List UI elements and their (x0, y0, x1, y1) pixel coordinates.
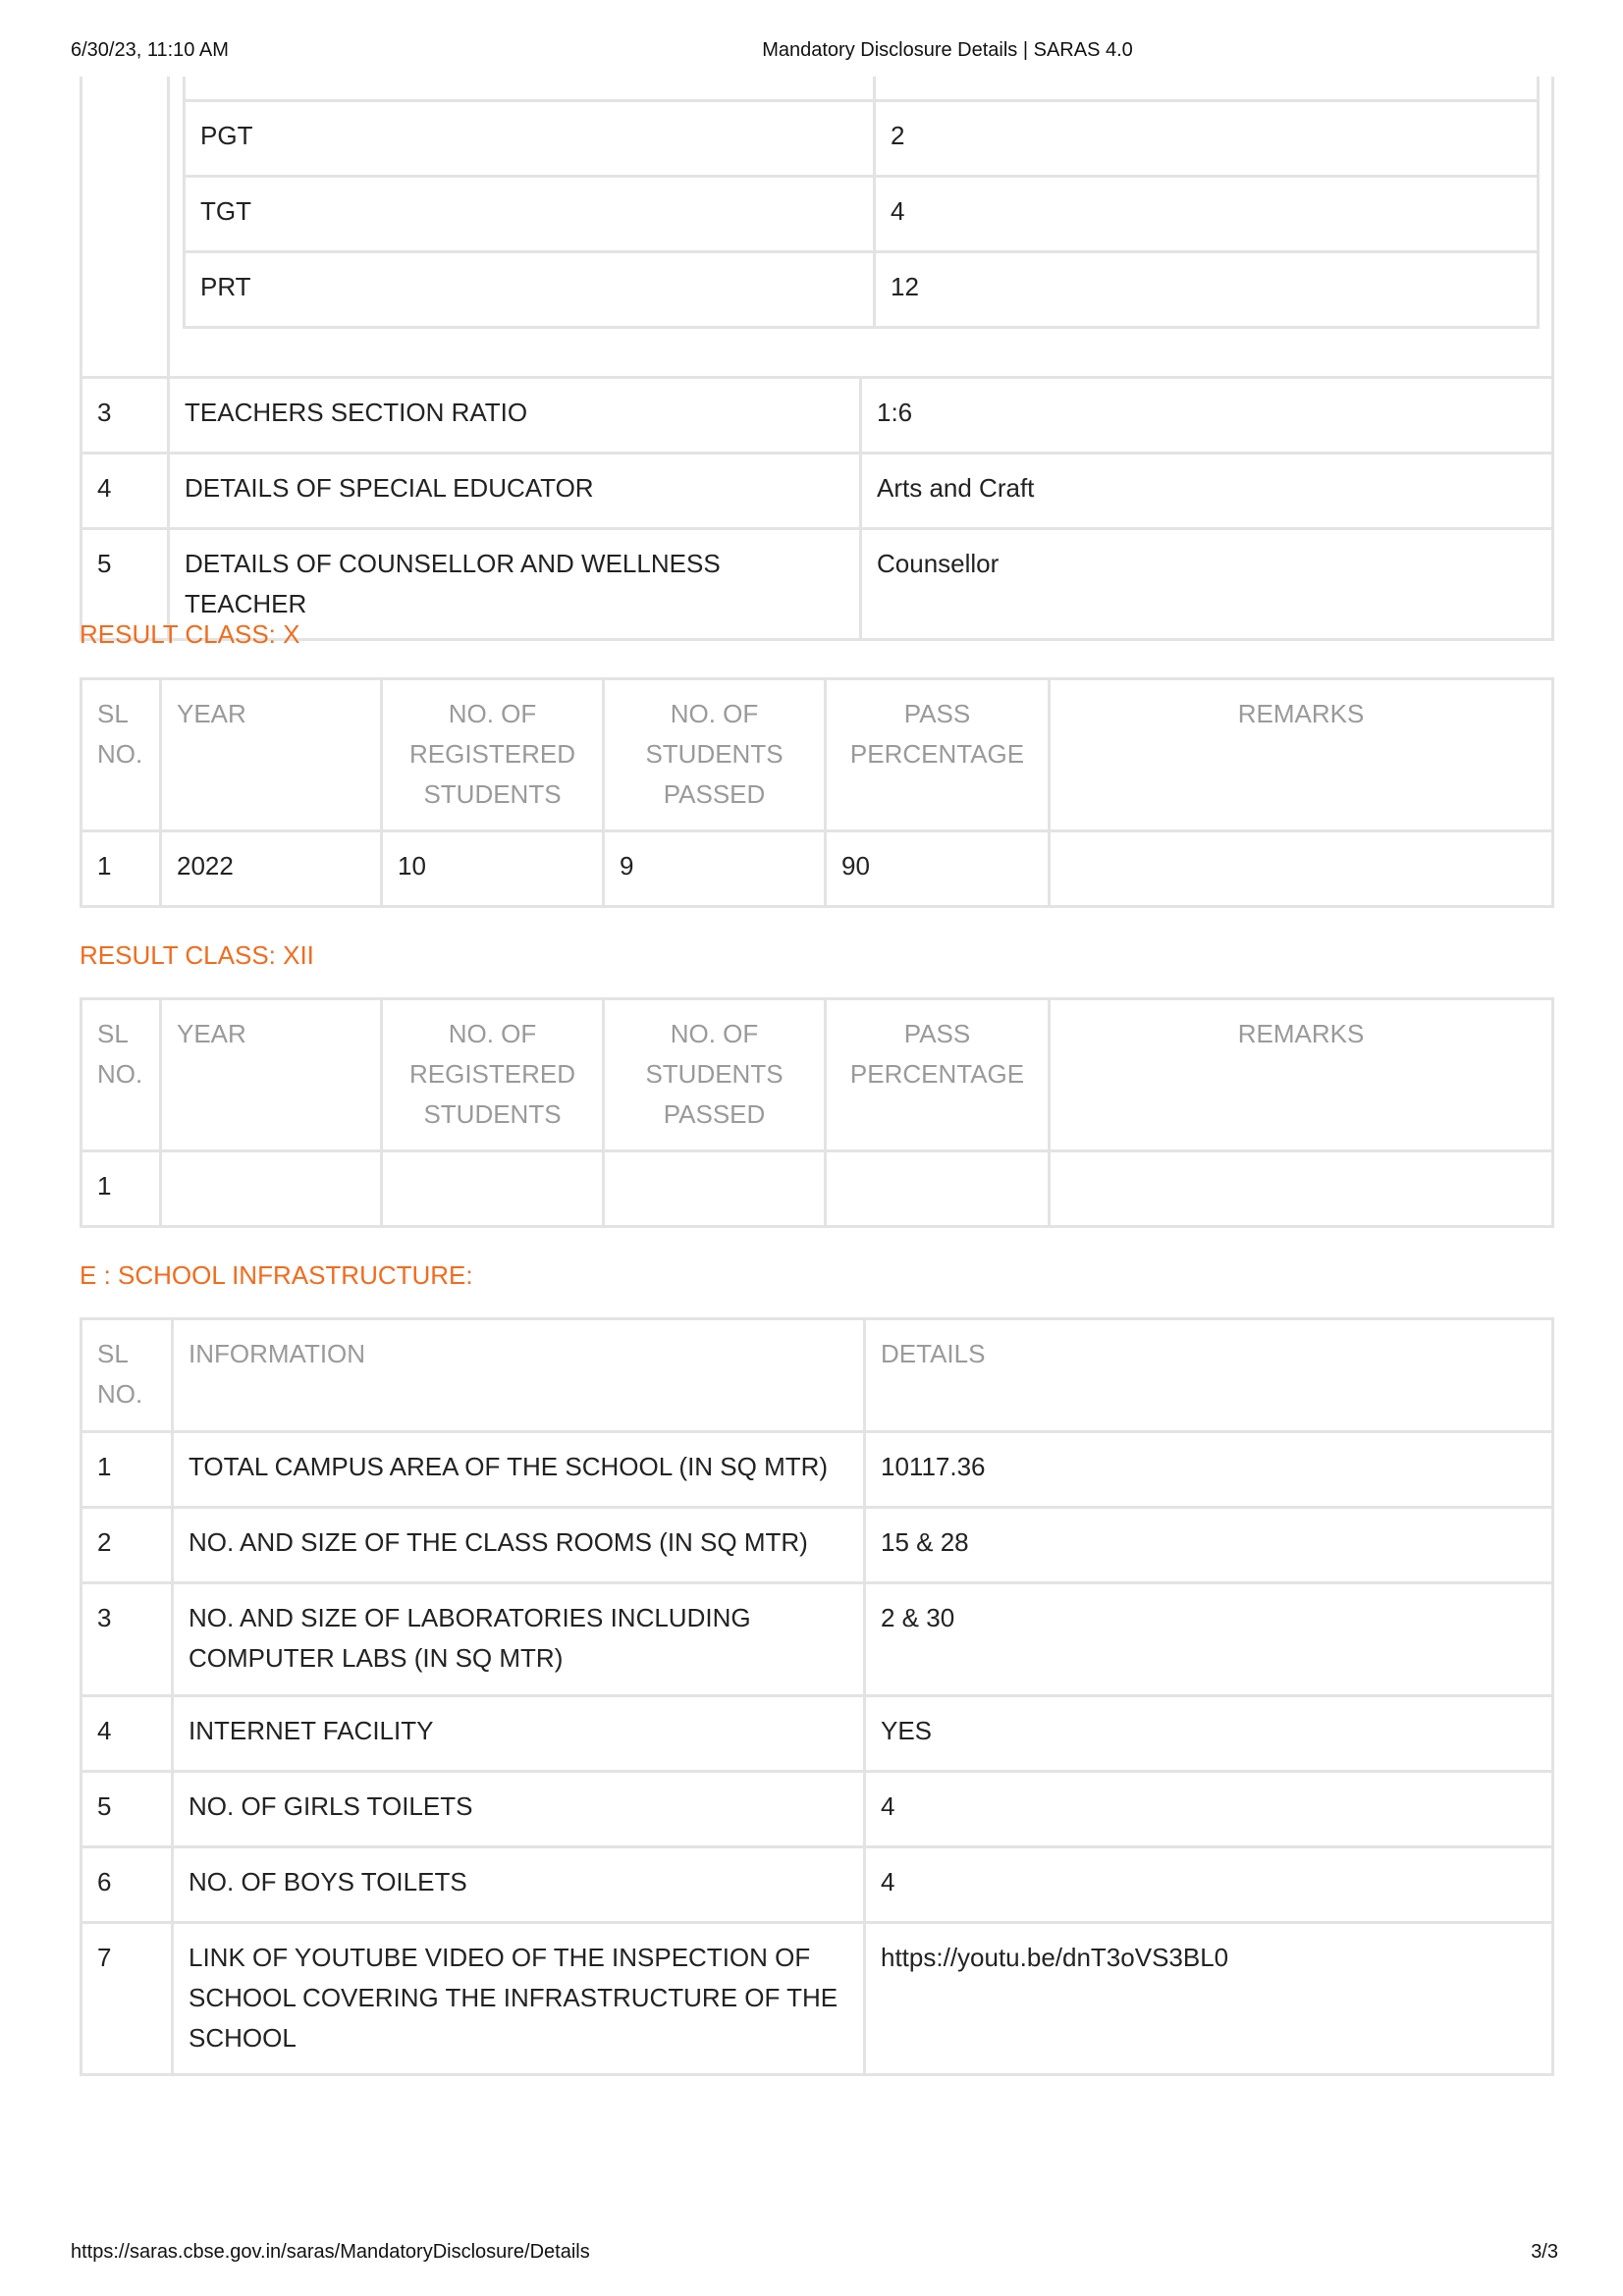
table-header-row (81, 999, 1553, 1151)
year-cell (161, 1151, 382, 1227)
teacher-type: PGT (185, 100, 875, 176)
youtube-link[interactable]: https://youtu.be/dnT3oVS3BL0 (865, 1923, 1553, 2075)
sl-no: 2 (81, 1508, 173, 1583)
passed-cell: 9 (604, 831, 826, 907)
teacher-type: TGT (185, 176, 875, 251)
sl-no: 4 (81, 1696, 173, 1772)
info-cell: INTERNET FACILITY (173, 1696, 865, 1772)
table-row (185, 100, 1539, 176)
details-cell: Counsellor (861, 528, 1553, 639)
table-row (81, 1847, 1553, 1923)
registered-cell (382, 1151, 604, 1227)
details-cell: Arts and Craft (861, 453, 1553, 528)
remarks-header: REMARKS (1050, 679, 1553, 831)
passed-cell (604, 1151, 826, 1227)
info-cell: NO. AND SIZE OF THE CLASS ROOMS (IN SQ MTR) (173, 1508, 865, 1583)
registered-header: NO. OF REGISTERED STUDENTS (382, 679, 604, 831)
table-row (81, 528, 1553, 639)
details-cell: 1:6 (861, 377, 1553, 453)
percentage-header: PASS PERCENTAGE (826, 999, 1050, 1151)
table-row (81, 1151, 1553, 1227)
print-datetime: 6/30/23, 11:10 AM (71, 39, 229, 61)
print-url: https://saras.cbse.gov.in/saras/MandatoryDisclosure/Details (71, 2241, 590, 2263)
table-row (81, 77, 1553, 377)
table-row (81, 453, 1553, 528)
registered-header: NO. OF REGISTERED STUDENTS (382, 999, 604, 1151)
table-row (81, 1508, 1553, 1583)
staff-ratio-table (80, 77, 1554, 641)
remarks-header: REMARKS (1050, 999, 1553, 1151)
sl-no-header: SL NO. (81, 1319, 173, 1432)
sl-no: 4 (81, 453, 169, 528)
remarks-cell (1050, 1151, 1553, 1227)
teacher-count: 12 (875, 251, 1539, 327)
table-row (81, 1772, 1553, 1847)
table-row (81, 377, 1553, 453)
details-cell: 15 & 28 (865, 1508, 1553, 1583)
page-number: 3/3 (1531, 2241, 1558, 2263)
result-class-x-table (80, 677, 1554, 908)
sl-no: 7 (81, 1923, 173, 2075)
passed-header: NO. OF STUDENTS PASSED (604, 679, 826, 831)
print-page-title: Mandatory Disclosure Details | SARAS 4.0 (762, 39, 1133, 61)
sl-no: 1 (81, 1432, 173, 1508)
passed-header: NO. OF STUDENTS PASSED (604, 999, 826, 1151)
details-cell: YES (865, 1696, 1553, 1772)
result-class-xii-title: RESULT CLASS: XII (80, 940, 314, 970)
sl-no-header: SL NO. (81, 999, 161, 1151)
info-cell: DETAILS OF COUNSELLOR AND WELLNESS TEACHER (169, 528, 861, 639)
registered-cell: 10 (382, 831, 604, 907)
sl-no: 3 (81, 377, 169, 453)
sl-no: 3 (81, 1583, 173, 1696)
details-cell: 4 (865, 1847, 1553, 1923)
teacher-count: 2 (875, 100, 1539, 176)
remarks-cell (1050, 831, 1553, 907)
sl-no: 1 (81, 831, 161, 907)
details-header: DETAILS (865, 1319, 1553, 1432)
table-row (185, 176, 1539, 251)
details-cell: 4 (865, 1772, 1553, 1847)
table-row (185, 251, 1539, 327)
info-cell: NO. OF GIRLS TOILETS (173, 1772, 865, 1847)
teacher-type: PRT (185, 251, 875, 327)
sl-no: 6 (81, 1847, 173, 1923)
table-row (81, 1696, 1553, 1772)
result-class-xii-table (80, 997, 1554, 1228)
percentage-cell (826, 1151, 1050, 1227)
details-cell: 2 & 30 (865, 1583, 1553, 1696)
table-row (81, 1583, 1553, 1696)
table-row (81, 1432, 1553, 1508)
infrastructure-table (80, 1317, 1554, 2076)
details-cell: 10117.36 (865, 1432, 1553, 1508)
year-cell: 2022 (161, 831, 382, 907)
percentage-header: PASS PERCENTAGE (826, 679, 1050, 831)
result-class-x-title: RESULT CLASS: X (80, 619, 300, 649)
sl-no: 5 (81, 528, 169, 639)
sl-no: 1 (81, 1151, 161, 1227)
table-row (81, 831, 1553, 907)
info-cell: DETAILS OF SPECIAL EDUCATOR (169, 453, 861, 528)
year-header: YEAR (161, 999, 382, 1151)
infrastructure-title: E : SCHOOL INFRASTRUCTURE: (80, 1260, 473, 1290)
table-header-row (81, 679, 1553, 831)
info-cell: NO. OF BOYS TOILETS (173, 1847, 865, 1923)
year-header: YEAR (161, 679, 382, 831)
table-row (81, 1923, 1553, 2075)
info-cell: LINK OF YOUTUBE VIDEO OF THE INSPECTION OF SCHOOL COVERING THE INFRASTRUCTURE OF THE SCHOOL (173, 1923, 865, 2075)
sl-no-header: SL NO. (81, 679, 161, 831)
sl-no: 5 (81, 1772, 173, 1847)
teacher-count-table (183, 77, 1540, 329)
info-cell: NO. AND SIZE OF LABORATORIES INCLUDING COMPUTER LABS (IN SQ MTR) (173, 1583, 865, 1696)
info-cell: TOTAL CAMPUS AREA OF THE SCHOOL (IN SQ MTR) (173, 1432, 865, 1508)
table-header-row (81, 1319, 1553, 1432)
info-cell: TEACHERS SECTION RATIO (169, 377, 861, 453)
information-header: INFORMATION (173, 1319, 865, 1432)
percentage-cell: 90 (826, 831, 1050, 907)
teacher-count: 4 (875, 176, 1539, 251)
